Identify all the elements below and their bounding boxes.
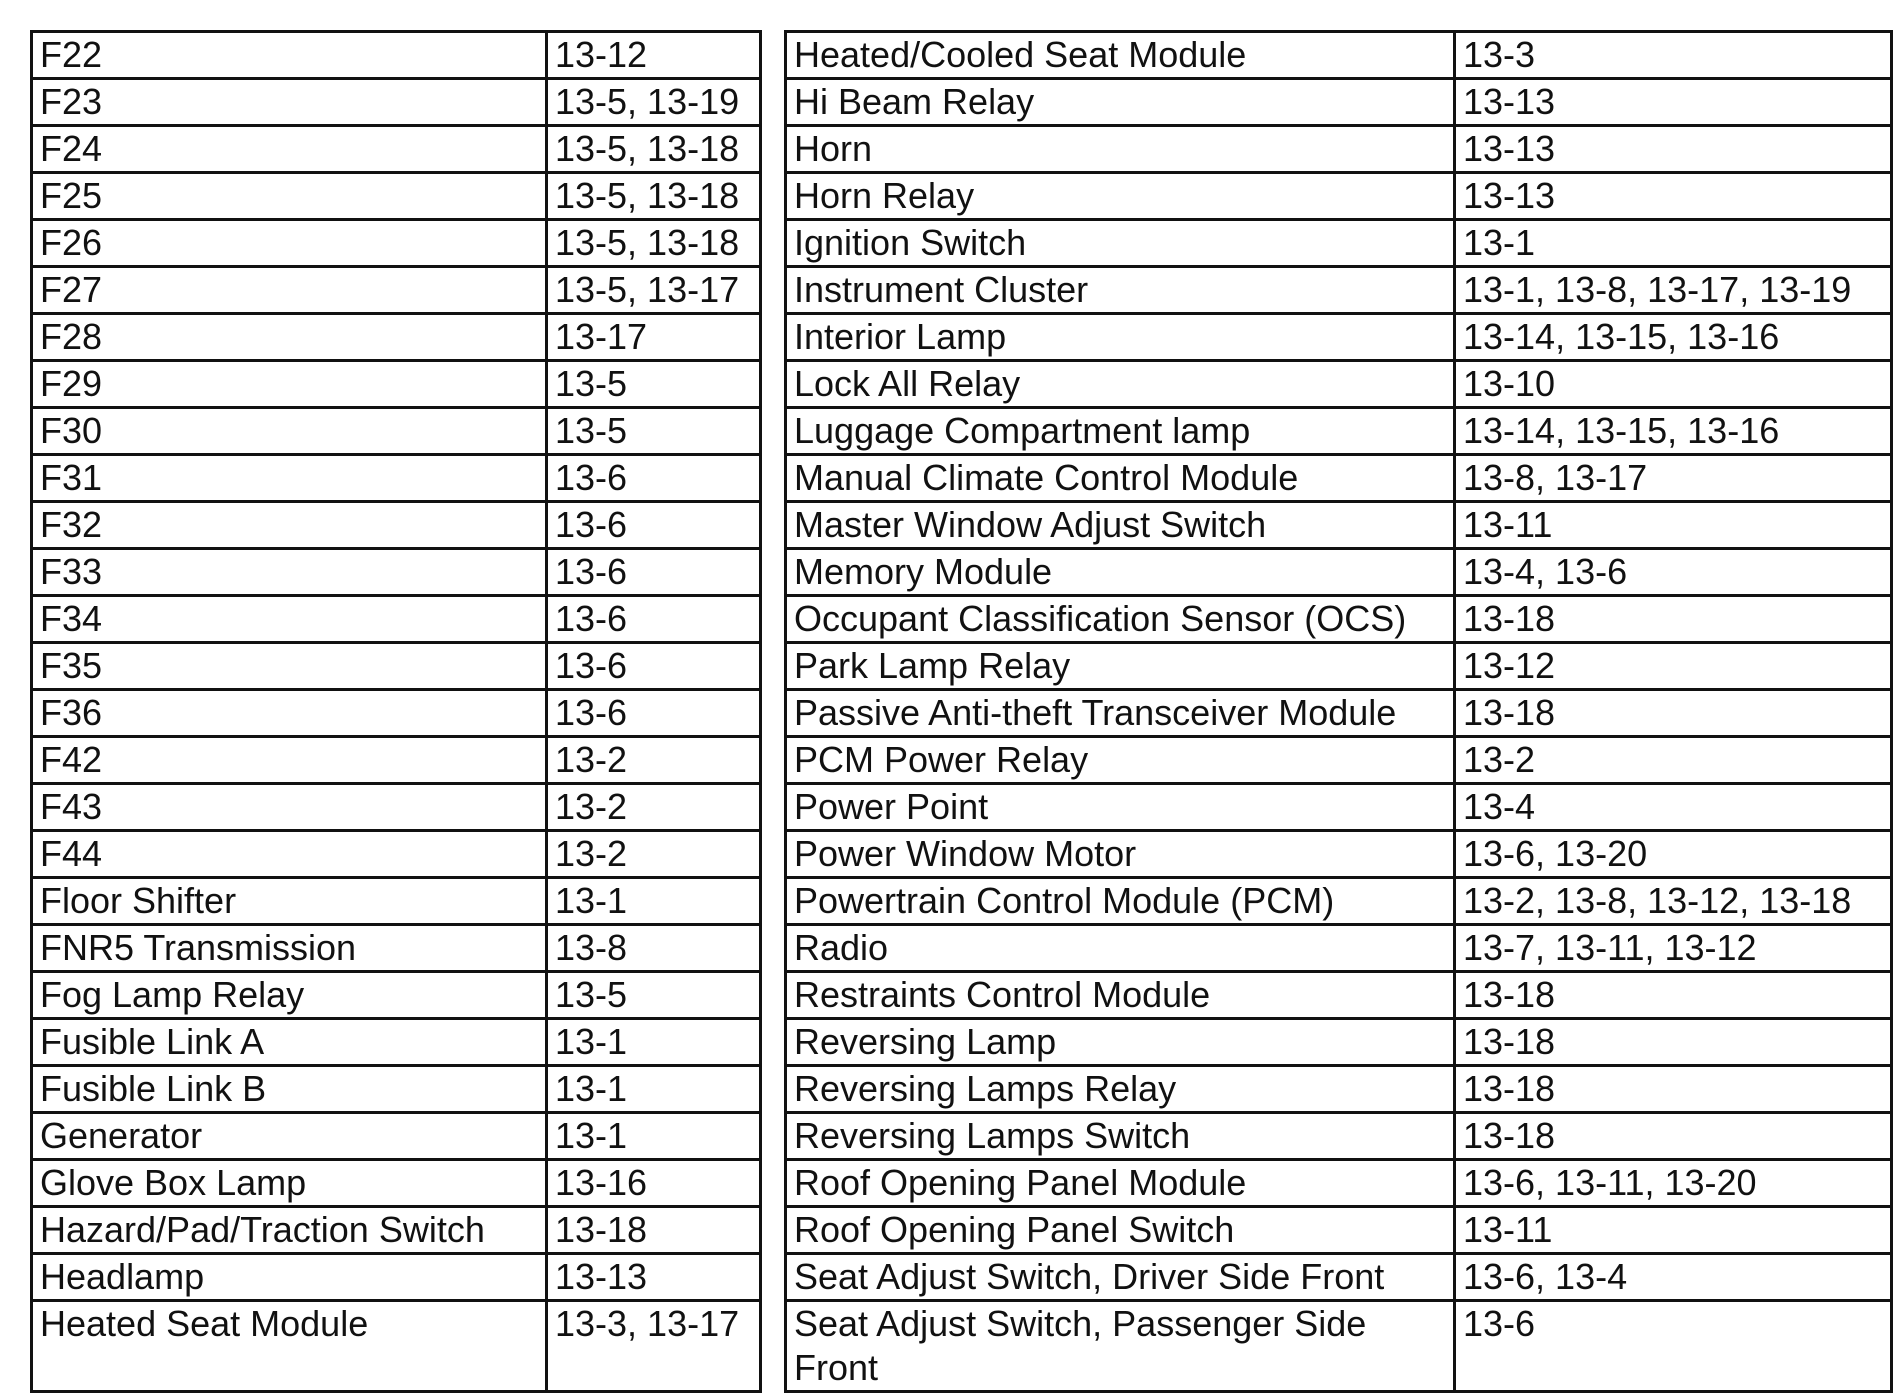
table-row	[32, 972, 1892, 1019]
column-gap	[761, 32, 786, 79]
right-page-ref-cell: 13-18	[1455, 596, 1892, 643]
left-component-cell: F23	[32, 79, 547, 126]
right-page-ref-cell: 13-1	[1455, 220, 1892, 267]
right-page-ref-cell: 13-6, 13-11, 13-20	[1455, 1160, 1892, 1207]
right-component-cell: Roof Opening Panel Switch	[786, 1207, 1455, 1254]
table-row	[32, 32, 1892, 79]
right-page-ref-cell: 13-2	[1455, 737, 1892, 784]
right-component-cell: Lock All Relay	[786, 361, 1455, 408]
column-gap	[761, 314, 786, 361]
left-page-ref-cell: 13-6	[547, 502, 761, 549]
left-component-cell: Generator	[32, 1113, 547, 1160]
right-component-cell: Luggage Compartment lamp	[786, 408, 1455, 455]
right-page-ref-cell: 13-7, 13-11, 13-12	[1455, 925, 1892, 972]
table-row	[32, 784, 1892, 831]
left-component-cell: F42	[32, 737, 547, 784]
index-rows	[32, 32, 1892, 1392]
right-component-cell: Seat Adjust Switch, Driver Side Front	[786, 1254, 1455, 1301]
table-row	[32, 925, 1892, 972]
table-row	[32, 831, 1892, 878]
left-component-cell: F26	[32, 220, 547, 267]
table-row	[32, 220, 1892, 267]
right-page-ref-cell: 13-6	[1455, 1301, 1892, 1392]
left-page-ref-cell: 13-6	[547, 643, 761, 690]
left-component-cell: Headlamp	[32, 1254, 547, 1301]
column-gap	[761, 173, 786, 220]
column-gap	[761, 267, 786, 314]
right-page-ref-cell: 13-4, 13-6	[1455, 549, 1892, 596]
left-page-ref-cell: 13-2	[547, 831, 761, 878]
right-page-ref-cell: 13-6, 13-20	[1455, 831, 1892, 878]
right-page-ref-cell: 13-3	[1455, 32, 1892, 79]
left-page-ref-cell: 13-2	[547, 737, 761, 784]
right-component-cell: Horn	[786, 126, 1455, 173]
left-page-ref-cell: 13-16	[547, 1160, 761, 1207]
right-page-ref-cell: 13-6, 13-4	[1455, 1254, 1892, 1301]
right-component-cell: Roof Opening Panel Module	[786, 1160, 1455, 1207]
right-page-ref-cell: 13-12	[1455, 643, 1892, 690]
left-page-ref-cell: 13-8	[547, 925, 761, 972]
right-component-cell: Seat Adjust Switch, Passenger Side Front	[786, 1301, 1455, 1392]
right-component-cell: Restraints Control Module	[786, 972, 1455, 1019]
right-page-ref-cell: 13-13	[1455, 79, 1892, 126]
right-page-ref-cell: 13-8, 13-17	[1455, 455, 1892, 502]
right-page-ref-cell: 13-18	[1455, 1019, 1892, 1066]
column-gap	[761, 1066, 786, 1113]
left-page-ref-cell: 13-6	[547, 549, 761, 596]
right-component-cell: Reversing Lamps Relay	[786, 1066, 1455, 1113]
left-component-cell: Fusible Link A	[32, 1019, 547, 1066]
right-page-ref-cell: 13-18	[1455, 690, 1892, 737]
left-page-ref-cell: 13-6	[547, 690, 761, 737]
column-gap	[761, 502, 786, 549]
right-page-ref-cell: 13-4	[1455, 784, 1892, 831]
left-page-ref-cell: 13-18	[547, 1207, 761, 1254]
table-row	[32, 455, 1892, 502]
right-component-cell: Ignition Switch	[786, 220, 1455, 267]
left-page-ref-cell: 13-5, 13-18	[547, 173, 761, 220]
column-gap	[761, 455, 786, 502]
table-row	[32, 79, 1892, 126]
left-page-ref-cell: 13-1	[547, 1019, 761, 1066]
left-component-cell: F35	[32, 643, 547, 690]
left-component-cell: Floor Shifter	[32, 878, 547, 925]
column-gap	[761, 361, 786, 408]
table-row	[32, 549, 1892, 596]
column-gap	[761, 220, 786, 267]
left-component-cell: F27	[32, 267, 547, 314]
table-row	[32, 1113, 1892, 1160]
right-component-cell: Powertrain Control Module (PCM)	[786, 878, 1455, 925]
right-page-ref-cell: 13-14, 13-15, 13-16	[1455, 314, 1892, 361]
right-component-cell: Master Window Adjust Switch	[786, 502, 1455, 549]
right-page-ref-cell: 13-14, 13-15, 13-16	[1455, 408, 1892, 455]
left-component-cell: Fog Lamp Relay	[32, 972, 547, 1019]
right-page-ref-cell: 13-11	[1455, 1207, 1892, 1254]
left-component-cell: Glove Box Lamp	[32, 1160, 547, 1207]
right-page-ref-cell: 13-18	[1455, 972, 1892, 1019]
right-page-ref-cell: 13-18	[1455, 1113, 1892, 1160]
column-gap	[761, 79, 786, 126]
table-row	[32, 1301, 1892, 1392]
column-gap	[761, 1160, 786, 1207]
left-component-cell: F32	[32, 502, 547, 549]
right-component-cell: PCM Power Relay	[786, 737, 1455, 784]
right-component-cell: Reversing Lamp	[786, 1019, 1455, 1066]
column-gap	[761, 643, 786, 690]
right-component-cell: Park Lamp Relay	[786, 643, 1455, 690]
left-page-ref-cell: 13-3, 13-17	[547, 1301, 761, 1392]
column-gap	[761, 878, 786, 925]
left-page-ref-cell: 13-1	[547, 878, 761, 925]
right-page-ref-cell: 13-13	[1455, 173, 1892, 220]
left-page-ref-cell: 13-6	[547, 596, 761, 643]
column-gap	[761, 1019, 786, 1066]
left-component-cell: Fusible Link B	[32, 1066, 547, 1113]
left-component-cell: F33	[32, 549, 547, 596]
right-component-cell: Memory Module	[786, 549, 1455, 596]
column-gap	[761, 737, 786, 784]
column-gap	[761, 784, 786, 831]
right-page-ref-cell: 13-10	[1455, 361, 1892, 408]
right-component-cell: Reversing Lamps Switch	[786, 1113, 1455, 1160]
column-gap	[761, 925, 786, 972]
component-index-document	[30, 30, 1893, 1393]
right-component-cell: Power Point	[786, 784, 1455, 831]
right-component-cell: Manual Climate Control Module	[786, 455, 1455, 502]
left-page-ref-cell: 13-5, 13-17	[547, 267, 761, 314]
left-component-cell: F22	[32, 32, 547, 79]
column-gap	[761, 596, 786, 643]
left-page-ref-cell: 13-5, 13-18	[547, 126, 761, 173]
right-page-ref-cell: 13-2, 13-8, 13-12, 13-18	[1455, 878, 1892, 925]
table-row	[32, 126, 1892, 173]
table-row	[32, 690, 1892, 737]
table-row	[32, 643, 1892, 690]
left-component-cell: F29	[32, 361, 547, 408]
left-page-ref-cell: 13-1	[547, 1066, 761, 1113]
right-component-cell: Occupant Classification Sensor (OCS)	[786, 596, 1455, 643]
column-gap	[761, 1254, 786, 1301]
right-page-ref-cell: 13-18	[1455, 1066, 1892, 1113]
left-page-ref-cell: 13-17	[547, 314, 761, 361]
component-index-table	[30, 30, 1893, 1393]
right-component-cell: Horn Relay	[786, 173, 1455, 220]
table-row	[32, 737, 1892, 784]
left-component-cell: FNR5 Transmission	[32, 925, 547, 972]
left-component-cell: F25	[32, 173, 547, 220]
column-gap	[761, 549, 786, 596]
column-gap	[761, 690, 786, 737]
right-page-ref-cell: 13-13	[1455, 126, 1892, 173]
right-page-ref-cell: 13-1, 13-8, 13-17, 13-19	[1455, 267, 1892, 314]
left-page-ref-cell: 13-5, 13-18	[547, 220, 761, 267]
table-row	[32, 1160, 1892, 1207]
table-row	[32, 408, 1892, 455]
right-component-cell: Radio	[786, 925, 1455, 972]
left-component-cell: Heated Seat Module	[32, 1301, 547, 1392]
right-component-cell: Passive Anti-theft Transceiver Module	[786, 690, 1455, 737]
left-component-cell: Hazard/Pad/Traction Switch	[32, 1207, 547, 1254]
left-component-cell: F31	[32, 455, 547, 502]
table-row	[32, 267, 1892, 314]
table-row	[32, 1207, 1892, 1254]
right-component-cell: Interior Lamp	[786, 314, 1455, 361]
column-gap	[761, 408, 786, 455]
left-page-ref-cell: 13-6	[547, 455, 761, 502]
left-component-cell: F28	[32, 314, 547, 361]
table-row	[32, 502, 1892, 549]
column-gap	[761, 972, 786, 1019]
table-row	[32, 1066, 1892, 1113]
left-page-ref-cell: 13-5, 13-19	[547, 79, 761, 126]
column-gap	[761, 1113, 786, 1160]
column-gap	[761, 126, 786, 173]
table-row	[32, 878, 1892, 925]
table-row	[32, 596, 1892, 643]
left-page-ref-cell: 13-1	[547, 1113, 761, 1160]
left-page-ref-cell: 13-5	[547, 361, 761, 408]
table-row	[32, 361, 1892, 408]
left-component-cell: F44	[32, 831, 547, 878]
left-page-ref-cell: 13-5	[547, 408, 761, 455]
left-page-ref-cell: 13-2	[547, 784, 761, 831]
table-row	[32, 1254, 1892, 1301]
table-row	[32, 1019, 1892, 1066]
left-page-ref-cell: 13-13	[547, 1254, 761, 1301]
right-component-cell: Heated/Cooled Seat Module	[786, 32, 1455, 79]
left-component-cell: F43	[32, 784, 547, 831]
column-gap	[761, 1301, 786, 1392]
table-row	[32, 173, 1892, 220]
left-component-cell: F34	[32, 596, 547, 643]
left-component-cell: F30	[32, 408, 547, 455]
left-component-cell: F24	[32, 126, 547, 173]
right-component-cell: Instrument Cluster	[786, 267, 1455, 314]
right-component-cell: Hi Beam Relay	[786, 79, 1455, 126]
left-page-ref-cell: 13-12	[547, 32, 761, 79]
column-gap	[761, 831, 786, 878]
left-component-cell: F36	[32, 690, 547, 737]
left-page-ref-cell: 13-5	[547, 972, 761, 1019]
table-row	[32, 314, 1892, 361]
column-gap	[761, 1207, 786, 1254]
right-page-ref-cell: 13-11	[1455, 502, 1892, 549]
right-component-cell: Power Window Motor	[786, 831, 1455, 878]
